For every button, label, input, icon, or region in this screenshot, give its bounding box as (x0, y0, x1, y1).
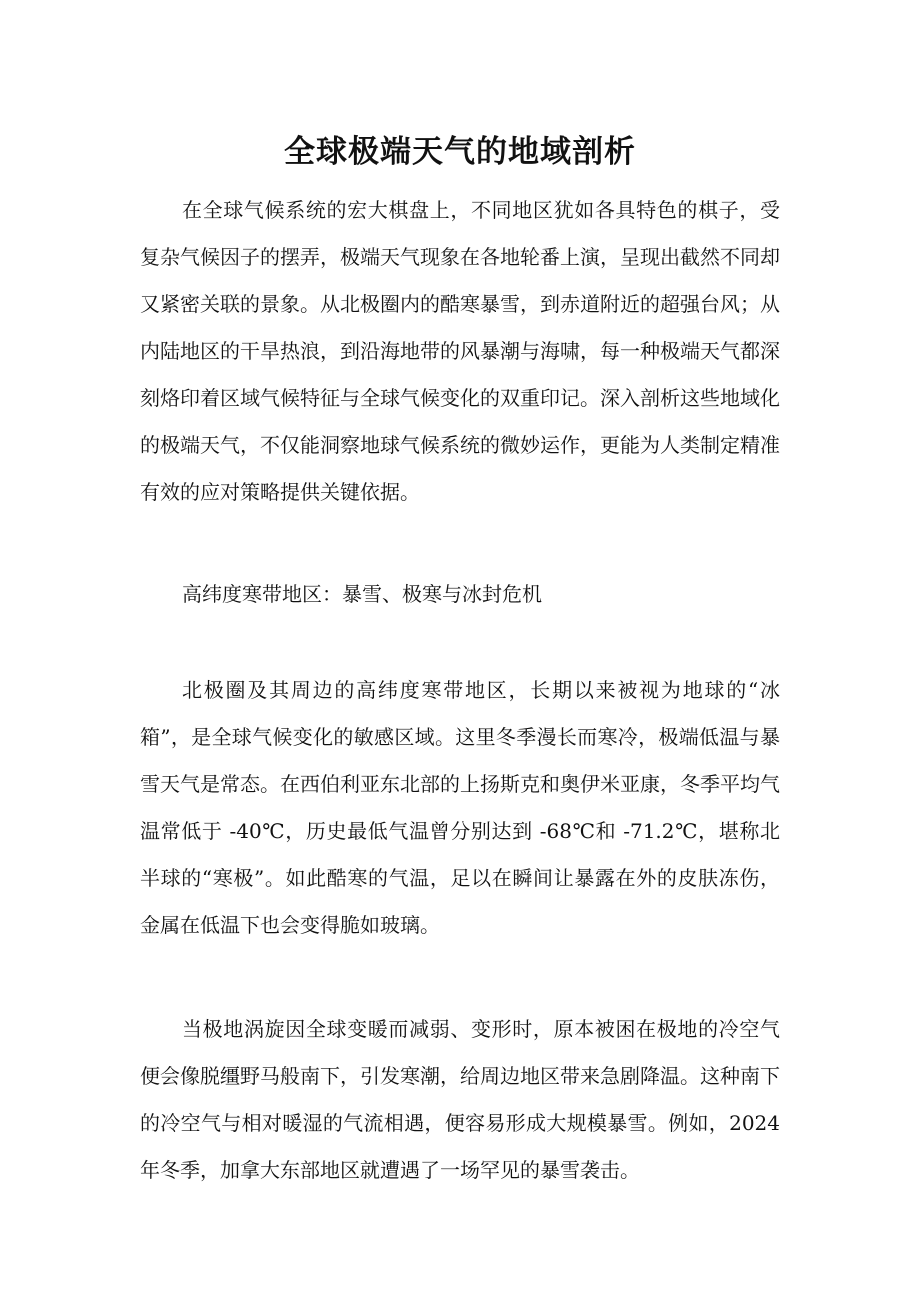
body-paragraph: 北极圈及其周边的高纬度寒带地区，长期以来被视为地球的“冰箱”，是全球气候变化的敏感区域。这里冬季漫长而寒冷，极端低温与暴雪天气是常态。在西伯利亚东北部的上扬斯克和奥伊米亚康，冬季平均气温常低于 -40℃，历史最低气温曾分别达到 -68℃和 -71.2℃，堪称北半球的“寒极”。如此酷寒的气温，足以在瞬间让暴露在外的皮肤冻伤，金属在低温下也会变得脆如玻璃。 (140, 678, 780, 937)
section-heading: 高纬度寒带地区：暴雪、极寒与冰封危机 (182, 582, 542, 606)
intro-paragraph: 在全球气候系统的宏大棋盘上，不同地区犹如各具特色的棋子，受复杂气候因子的摆弄，极端天气现象在各地轮番上演，呈现出截然不同却又紧密关联的景象。从北极圈内的酷寒暴雪，到赤道附近的超强台风；从内陆地区的干旱热浪，到沿海地带的风暴潮与海啸，每一种极端天气都深刻烙印着区域气候特征与全球气候变化的双重印记。深入剖析这些地域化的极端天气，不仅能洞察地球气候系统的微妙运作，更能为人类制定精准有效的应对策略提供关键依据。 (140, 198, 780, 504)
body-paragraph: 当极地涡旋因全球变暖而减弱、变形时，原本被困在极地的冷空气便会像脱缰野马般南下，引发寒潮，给周边地区带来急剧降温。这种南下的冷空气与相对暖湿的气流相遇，便容易形成大规模暴雪。例如，2024 年冬季，加拿大东部地区就遭遇了一场罕见的暴雪袭击。 (140, 1017, 780, 1182)
document-title: 全球极端天气的地域剖析 (284, 134, 636, 170)
